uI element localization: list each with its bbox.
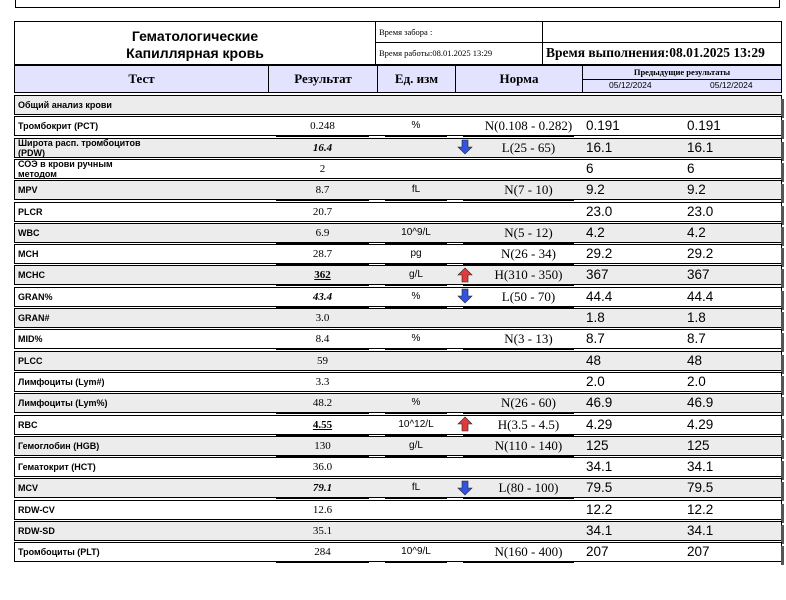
norm-range bbox=[475, 372, 582, 392]
collect-time-value bbox=[542, 22, 782, 43]
unit-value: % bbox=[411, 397, 421, 409]
previous-result-1: 0.191 bbox=[586, 118, 620, 134]
norm-range: N(26 - 60) bbox=[501, 395, 556, 411]
unit-value: % bbox=[411, 333, 421, 345]
result-value: 28.7 bbox=[312, 248, 333, 261]
result-value: 48.2 bbox=[312, 397, 333, 410]
cell-underline bbox=[463, 561, 574, 563]
previous-result-1: 29.2 bbox=[586, 246, 613, 262]
unit-value bbox=[377, 308, 455, 328]
unit-value: 10^9/L bbox=[401, 546, 431, 558]
previous-result-2: 23.0 bbox=[687, 203, 714, 219]
previous-date-1: 05/12/2024 bbox=[609, 80, 652, 90]
test-name: PLCR bbox=[18, 206, 43, 217]
test-name: MCHC bbox=[18, 270, 45, 281]
previous-result-2: 48 bbox=[687, 352, 703, 368]
unit-value: % bbox=[411, 290, 421, 302]
column-result: Результат bbox=[269, 66, 378, 92]
test-name: Общий анализ крови bbox=[18, 100, 112, 110]
cell-underline bbox=[385, 561, 447, 563]
previous-result-2: 2.0 bbox=[687, 373, 706, 389]
result-value: 362 bbox=[314, 269, 331, 282]
previous-result-1: 34.1 bbox=[586, 459, 613, 475]
previous-result-2: 29.2 bbox=[687, 246, 714, 262]
test-name: Тромбоциты (PLT) bbox=[18, 547, 100, 558]
norm-range bbox=[475, 95, 582, 115]
result-value: 3.3 bbox=[315, 375, 330, 388]
previous-result-1: 4.29 bbox=[586, 416, 613, 432]
result-value: 4.55 bbox=[312, 418, 333, 431]
unit-value: 10^12/L bbox=[398, 418, 434, 430]
column-previous bbox=[583, 66, 781, 92]
norm-range: L(25 - 65) bbox=[501, 139, 556, 155]
unit-value bbox=[377, 202, 455, 222]
test-name: Лимфоциты (Lym%) bbox=[18, 398, 108, 409]
title-line-2: Капиллярная кровь bbox=[126, 45, 264, 61]
norm-range: L(50 - 70) bbox=[501, 288, 556, 304]
test-name: RDW-CV bbox=[18, 504, 55, 515]
cell-underline bbox=[276, 561, 369, 563]
result-value: 43.4 bbox=[312, 290, 333, 303]
test-name: RDW-SD bbox=[18, 526, 55, 536]
previous-result-1: 48 bbox=[586, 352, 602, 368]
result-value: 79.1 bbox=[312, 482, 333, 495]
previous-result-1: 2.0 bbox=[586, 373, 605, 389]
arrow-down-icon bbox=[455, 478, 475, 498]
work-time: Время работы:08.01.2025 13:29 bbox=[375, 43, 542, 64]
result-value: 36.0 bbox=[312, 461, 333, 474]
previous-date-2: 05/12/2024 bbox=[710, 80, 753, 90]
previous-result-1: 9.2 bbox=[586, 182, 605, 198]
previous-result-1: 4.2 bbox=[586, 224, 605, 240]
unit-value bbox=[377, 138, 455, 158]
previous-result-1: 34.1 bbox=[586, 523, 613, 538]
unit-value bbox=[377, 159, 455, 179]
previous-result-1: 125 bbox=[586, 437, 609, 453]
previous-result-2: 207 bbox=[687, 544, 710, 560]
previous-result-2: 125 bbox=[687, 437, 710, 453]
norm-range: N(3 - 13) bbox=[504, 331, 553, 347]
arrow-up-icon bbox=[455, 265, 475, 285]
unit-value bbox=[377, 351, 455, 371]
unit-value: 10^9/L bbox=[401, 226, 431, 238]
norm-range bbox=[475, 521, 582, 541]
test-name: PLCC bbox=[18, 355, 43, 366]
previous-result-2: 34.1 bbox=[687, 523, 714, 538]
test-name: Лимфоциты (Lym#) bbox=[18, 376, 105, 387]
result-value: 6.9 bbox=[315, 226, 330, 239]
test-name: RBC bbox=[18, 419, 38, 430]
test-name: MCH bbox=[18, 249, 39, 260]
norm-range: N(160 - 400) bbox=[494, 544, 563, 560]
unit-value: g/L bbox=[409, 439, 423, 451]
previous-result-2: 1.8 bbox=[687, 310, 706, 325]
test-name: СОЭ в крови ручным методом bbox=[18, 158, 113, 179]
test-name: GRAN# bbox=[18, 313, 50, 323]
norm-range: H(310 - 350) bbox=[494, 267, 563, 283]
column-test: Тест bbox=[15, 66, 269, 92]
previous-result-2: 0.191 bbox=[687, 118, 721, 134]
completion-time: Время выполнения:08.01.2025 13:29 bbox=[542, 43, 782, 64]
result-value: 35.1 bbox=[312, 525, 333, 537]
unit-value bbox=[377, 372, 455, 392]
result-value: 130 bbox=[314, 439, 331, 452]
previous-result-2: 34.1 bbox=[687, 459, 714, 475]
norm-range bbox=[475, 500, 582, 520]
previous-result-2: 16.1 bbox=[687, 139, 714, 155]
previous-result-1: 1.8 bbox=[586, 310, 605, 325]
norm-range bbox=[475, 457, 582, 477]
result-value: 59 bbox=[317, 354, 328, 367]
result-value: 16.4 bbox=[312, 141, 333, 154]
previous-result-1: 6 bbox=[586, 160, 594, 176]
result-value: 2 bbox=[319, 162, 326, 175]
test-name: Гематокрит (HCT) bbox=[18, 462, 96, 473]
previous-results-title: Предыдущие результаты bbox=[583, 66, 781, 80]
norm-range: N(5 - 12) bbox=[504, 224, 553, 240]
norm-range bbox=[475, 202, 582, 222]
norm-range: L(80 - 100) bbox=[498, 480, 559, 496]
unit-value bbox=[377, 521, 455, 541]
unit-value: pg bbox=[410, 248, 422, 260]
previous-result-2: 4.2 bbox=[687, 224, 706, 240]
unit-value: fL bbox=[411, 184, 421, 196]
norm-range bbox=[475, 351, 582, 371]
test-name: WBC bbox=[18, 227, 40, 238]
result-value: 284 bbox=[314, 546, 331, 559]
result-value: 0.248 bbox=[310, 120, 335, 133]
test-name: MID% bbox=[18, 334, 43, 345]
result-value bbox=[268, 95, 377, 115]
collect-time: Время забора : bbox=[375, 22, 542, 43]
top-frame bbox=[15, 0, 780, 8]
previous-result-2: 8.7 bbox=[687, 331, 706, 347]
norm-range: N(7 - 10) bbox=[504, 182, 553, 198]
test-name: MPV bbox=[18, 185, 38, 196]
norm-range bbox=[475, 308, 582, 328]
arrow-down-icon bbox=[455, 138, 475, 158]
unit-value bbox=[377, 95, 455, 115]
previous-result-2: 6 bbox=[687, 160, 695, 176]
previous-result-1: 23.0 bbox=[586, 203, 613, 219]
previous-result-1: 79.5 bbox=[586, 480, 613, 496]
unit-value bbox=[377, 500, 455, 520]
previous-result-2: 46.9 bbox=[687, 395, 714, 411]
arrow-down-icon bbox=[455, 287, 475, 307]
result-value: 3.0 bbox=[315, 312, 330, 324]
test-name: MCV bbox=[18, 483, 38, 494]
previous-result-1: 12.2 bbox=[586, 501, 613, 517]
norm-range: N(26 - 34) bbox=[501, 246, 556, 262]
column-unit: Ед. изм bbox=[378, 66, 456, 92]
unit-value: fL bbox=[411, 482, 421, 494]
report-header bbox=[14, 21, 782, 65]
result-value: 12.6 bbox=[312, 503, 333, 516]
norm-range bbox=[475, 159, 582, 179]
previous-result-2: 367 bbox=[687, 267, 710, 283]
norm-range: H(3.5 - 4.5) bbox=[497, 416, 560, 432]
previous-result-1: 16.1 bbox=[586, 139, 613, 155]
unit-value: g/L bbox=[409, 269, 423, 281]
result-value: 8.4 bbox=[315, 333, 330, 346]
column-norm: Норма bbox=[456, 66, 583, 92]
test-name: Гемоглобин (HGB) bbox=[18, 440, 100, 451]
test-name: GRAN% bbox=[18, 291, 53, 302]
previous-result-1: 44.4 bbox=[586, 288, 613, 304]
previous-result-2: 12.2 bbox=[687, 501, 714, 517]
title-line-1: Гематологические bbox=[131, 28, 259, 44]
previous-result-2: 9.2 bbox=[687, 182, 706, 198]
arrow-up-icon bbox=[455, 415, 475, 435]
previous-result-2: 4.29 bbox=[687, 416, 714, 432]
result-value: 8.7 bbox=[315, 184, 330, 197]
norm-range: N(110 - 140) bbox=[494, 437, 563, 453]
test-name: Тромбокрит (PCT) bbox=[18, 121, 99, 132]
test-name: Широта расп. тромбоцитов (PDW) bbox=[18, 137, 141, 158]
table-header bbox=[14, 65, 782, 93]
previous-result-1: 207 bbox=[586, 544, 609, 560]
previous-result-1: 8.7 bbox=[586, 331, 605, 347]
report-title bbox=[15, 22, 375, 64]
previous-result-1: 46.9 bbox=[586, 395, 613, 411]
norm-range: N(0.108 - 0.282) bbox=[484, 118, 573, 134]
unit-value bbox=[377, 457, 455, 477]
result-value: 20.7 bbox=[312, 205, 333, 218]
previous-result-1: 367 bbox=[586, 267, 609, 283]
previous-result-2: 44.4 bbox=[687, 288, 714, 304]
previous-result-2: 79.5 bbox=[687, 480, 714, 496]
unit-value: % bbox=[411, 120, 421, 132]
